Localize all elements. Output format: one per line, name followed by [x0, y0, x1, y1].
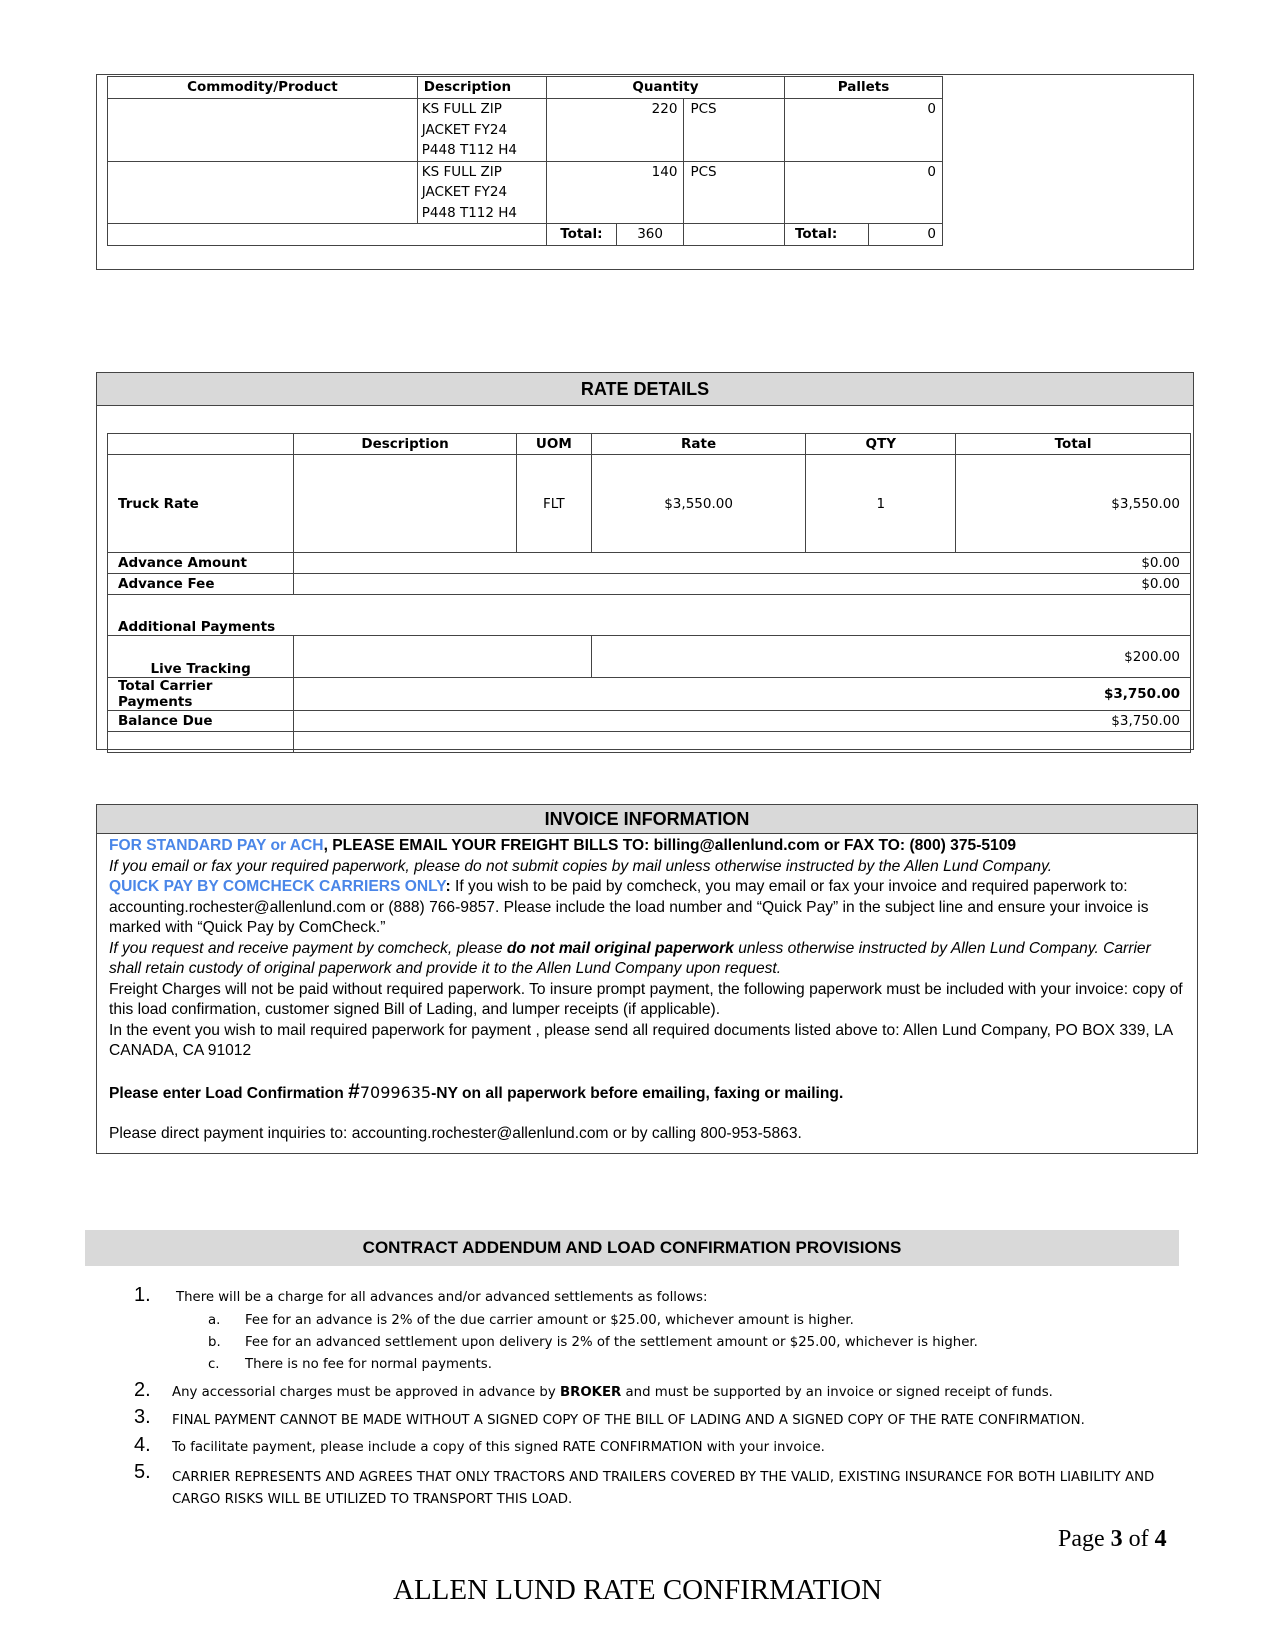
truck-rate-label: Truck Rate: [108, 455, 294, 553]
additional-payments-label: Additional Payments: [108, 595, 1191, 636]
advance-amount-value: $0.00: [294, 553, 1191, 574]
commodity-unit: PCS: [684, 99, 785, 162]
invoice-section: [96, 804, 1198, 1154]
invoice-body: [97, 834, 1197, 1145]
header-commodity: Commodity/Product: [108, 77, 418, 99]
addendum-title: CONTRACT ADDENDUM AND LOAD CONFIRMATION PROVISIONS: [85, 1230, 1179, 1266]
table-row: [108, 161, 943, 224]
advance-amount-label: Advance Amount: [108, 553, 294, 574]
invoice-quick-pay: [109, 877, 1185, 939]
comcheck-text-a: If you request and receive payment by comcheck, please: [109, 939, 507, 957]
total-pallets-value: 0: [869, 224, 943, 246]
commodity-qty: 140: [547, 161, 684, 224]
advance-amount-row: [108, 553, 1191, 574]
commodity-section: [96, 74, 1194, 270]
commodity-table: [107, 76, 943, 246]
page-total: 4: [1154, 1526, 1167, 1552]
table-row: [108, 99, 943, 162]
total-carrier-label: Total Carrier Payments: [108, 678, 294, 711]
provision-number: 1.: [134, 1284, 151, 1306]
live-tracking-value: $200.00: [591, 636, 1190, 678]
load-conf-suffix: -NY on all paperwork before emailing, faxing or mailing.: [431, 1084, 844, 1102]
footer-title: ALLEN LUND RATE CONFIRMATION: [393, 1574, 882, 1606]
total-unit-empty: [684, 224, 785, 246]
truck-rate-total: $3,550.00: [956, 455, 1191, 553]
page-prefix: Page: [1058, 1526, 1111, 1552]
invoice-comcheck-note: [109, 939, 1185, 980]
provision-number: 3.: [134, 1406, 151, 1428]
empty-cell: [294, 732, 1191, 753]
total-qty-label: Total:: [547, 224, 617, 246]
subprovision-letter: a.: [208, 1313, 221, 1328]
header-quantity: Quantity: [547, 77, 785, 99]
quick-pay-colon: :: [445, 878, 451, 895]
truck-rate-rate: $3,550.00: [591, 455, 806, 553]
total-spacer: [108, 224, 547, 246]
live-tracking-description: [294, 636, 592, 678]
page-number: [1058, 1526, 1167, 1553]
rate-header-description: Description: [294, 434, 517, 455]
subprovision-text: There is no fee for normal payments.: [245, 1357, 492, 1372]
rate-details-title: RATE DETAILS: [97, 373, 1193, 406]
live-tracking-label: Live Tracking: [108, 636, 294, 678]
rate-header-rate: Rate: [591, 434, 806, 455]
provision-text: CARRIER REPRESENTS AND AGREES THAT ONLY TRACTORS AND TRAILERS COVERED BY THE VALID, EXISTING INSURANCE FOR BOTH LIABILITY AND CARGO RISKS WILL BE UTILIZED TO TRANSPORT THIS LOAD.: [172, 1470, 1155, 1507]
page-of: of: [1122, 1526, 1155, 1552]
quick-pay-text: If you wish to be paid by comcheck, you may email or fax your invoice and required paperwork to: accounting.rochester@allenlund.com or (888) 766-9857. Please include the load number and “Quick Pay” in the subject line and ensure your invoice is marked with “Quick Pay by ComCheck.”: [109, 878, 1149, 936]
advance-fee-label: Advance Fee: [108, 574, 294, 595]
rate-table: [107, 433, 1191, 753]
invoice-payment-inquiries: Please direct payment inquiries to: accounting.rochester@allenlund.com or by calling 800-953-5863.: [109, 1125, 802, 1142]
rate-header-row: [108, 434, 1191, 455]
live-tracking-row: [108, 636, 1191, 678]
balance-due-value: $3,750.00: [294, 711, 1191, 732]
truck-rate-row: [108, 455, 1191, 553]
commodity-unit: PCS: [684, 161, 785, 224]
commodity-pallets: 0: [784, 99, 942, 162]
invoice-freight-charges: Freight Charges will not be paid without required paperwork. To insure prompt payment, the following paperwork must be included with your invoice: copy of this load confirmation, customer signed Bill of Lading, and lumper receipts (if applicable).: [109, 980, 1183, 1018]
advance-fee-value: $0.00: [294, 574, 1191, 595]
page-current: 3: [1110, 1526, 1123, 1552]
invoice-email-note: If you email or fax your required paperwork, please do not submit copies by mail unless otherwise instructed by the Allen Lund Company.: [109, 857, 1053, 875]
empty-row: [108, 732, 1191, 753]
rate-header-total: Total: [956, 434, 1191, 455]
rate-header-qty: QTY: [806, 434, 956, 455]
total-qty-value: 360: [616, 224, 684, 246]
balance-due-row: [108, 711, 1191, 732]
description-line: JACKET FY24: [421, 184, 508, 200]
provision-text-a: Any accessorial charges must be approved in advance by: [172, 1385, 560, 1400]
commodity-product: [108, 161, 418, 224]
provision-number: 4.: [134, 1434, 151, 1456]
rate-header-uom: UOM: [516, 434, 591, 455]
subprovision-letter: c.: [208, 1357, 220, 1372]
commodity-qty: 220: [547, 99, 684, 162]
commodity-product: [108, 99, 418, 162]
commodity-description: [417, 99, 546, 162]
total-carrier-value: $3,750.00: [294, 678, 1191, 711]
truck-rate-description: [294, 455, 517, 553]
invoice-load-confirmation: [109, 1079, 1185, 1105]
subprovision-text: Fee for an advanced settlement upon delivery is 2% of the settlement amount or $25.00, whichever is higher.: [245, 1335, 978, 1350]
truck-rate-uom: FLT: [516, 455, 591, 553]
provision-number: 5.: [134, 1461, 151, 1483]
balance-due-label: Balance Due: [108, 711, 294, 732]
total-pallets-label: Total:: [784, 224, 868, 246]
provision-text: FINAL PAYMENT CANNOT BE MADE WITHOUT A SIGNED COPY OF THE BILL OF LADING AND A SIGNED COPY OF THE RATE CONFIRMATION.: [172, 1413, 1085, 1428]
description-line: P448 T112 H4: [421, 204, 518, 221]
commodity-total-row: [108, 224, 943, 246]
comcheck-text-bold: do not mail original paperwork: [506, 939, 734, 957]
provision-text: To facilitate payment, please include a copy of this signed RATE CONFIRMATION with your invoice.: [172, 1440, 825, 1455]
description-line: KS FULL ZIP: [421, 163, 502, 180]
rate-details-section: [96, 372, 1194, 750]
truck-rate-qty: 1: [806, 455, 956, 553]
commodity-description: [417, 161, 546, 224]
quick-pay-label: QUICK PAY BY COMCHECK CARRIERS ONLY: [109, 878, 446, 895]
invoice-mail-address: In the event you wish to mail required paperwork for payment , please send all required documents listed above to: Allen Lund Company, PO BOX 339, LA CANADA, CA 91012: [109, 1021, 1173, 1059]
provision-text: [172, 1385, 1053, 1400]
additional-payments-row: [108, 595, 1191, 636]
rate-header-label: [108, 434, 294, 455]
header-description: Description: [417, 77, 546, 99]
provision-number: 2.: [134, 1379, 151, 1401]
load-conf-number: 7099635: [359, 1082, 432, 1102]
standard-pay-text: , PLEASE EMAIL YOUR FREIGHT BILLS TO: billing@allenlund.com or FAX TO: (800) 375-5109: [323, 837, 1017, 854]
header-pallets: Pallets: [784, 77, 942, 99]
provision-broker: BROKER: [559, 1385, 622, 1400]
load-conf-text: Please enter Load Confirmation: [109, 1084, 349, 1102]
invoice-standard-pay: [109, 836, 1185, 857]
standard-pay-label: FOR STANDARD PAY or ACH: [109, 837, 324, 854]
load-conf-hash: #: [348, 1079, 360, 1103]
description-line: P448 T112 H4: [421, 142, 518, 158]
commodity-header-row: [108, 77, 943, 99]
provision-text-c: and must be supported by an invoice or signed receipt of funds.: [621, 1385, 1053, 1400]
provision-text: There will be a charge for all advances and/or advanced settlements as follows:: [176, 1290, 708, 1305]
subprovision-letter: b.: [208, 1335, 221, 1350]
commodity-pallets: 0: [784, 161, 942, 224]
total-carrier-row: [108, 678, 1191, 711]
description-line: KS FULL ZIP: [421, 101, 502, 117]
subprovision-text: Fee for an advance is 2% of the due carrier amount or $25.00, whichever amount is higher.: [245, 1313, 854, 1328]
comcheck-text-c: unless otherwise instructed by Allen Lund Company. Carrier shall retain custody of original paperwork and provide it to the Allen Lund Company upon request.: [109, 939, 1151, 977]
description-line: JACKET FY24: [421, 121, 508, 138]
invoice-title: INVOICE INFORMATION: [97, 805, 1197, 834]
advance-fee-row: [108, 574, 1191, 595]
empty-cell: [108, 732, 294, 753]
